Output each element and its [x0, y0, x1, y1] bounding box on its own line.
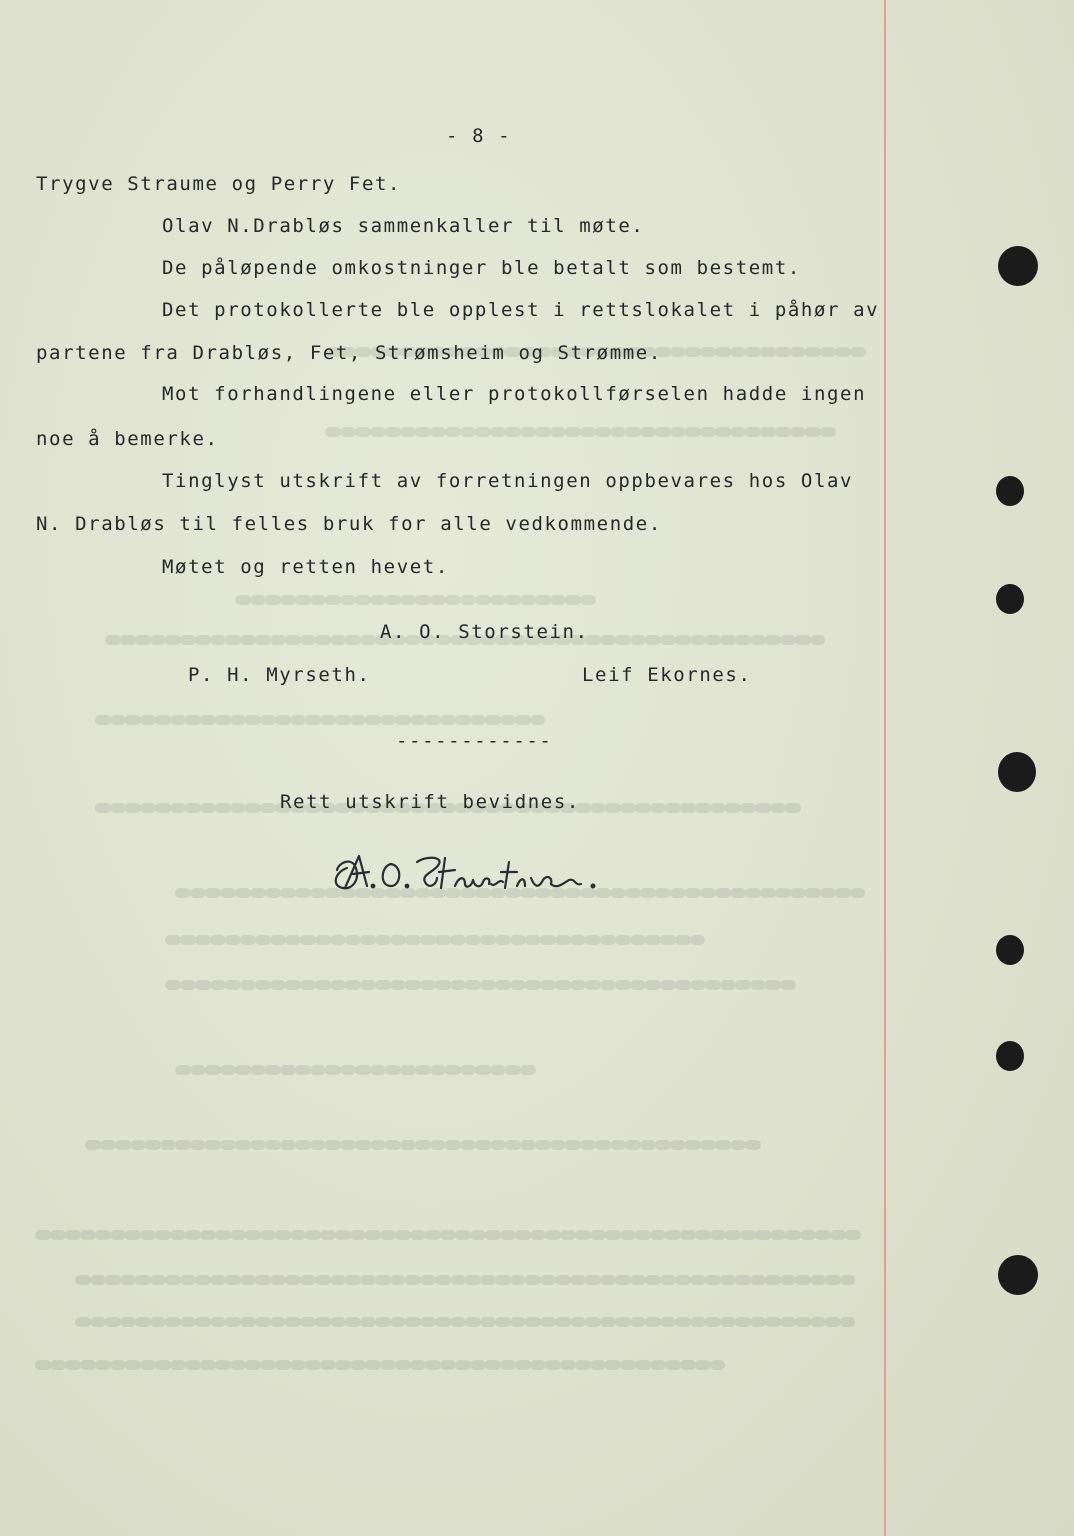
- body-line: N. Drabløs til felles bruk for alle vedkommende.: [36, 513, 662, 535]
- handwritten-signature: [325, 848, 610, 898]
- page-number: - 8 -: [446, 125, 512, 147]
- body-line: De påløpende omkostninger ble betalt som bestemt.: [162, 257, 801, 279]
- signatory-center: A. O. Storstein.: [380, 621, 589, 643]
- body-line: Tinglyst utskrift av forretningen oppbevares hos Olav: [162, 470, 854, 492]
- body-line: Olav N.Drabløs sammenkaller til møte.: [162, 215, 645, 237]
- body-line: partene fra Drabløs, Fet, Strømsheim og Strømme.: [36, 342, 662, 364]
- separator-line: ------------: [396, 730, 553, 752]
- certification-text: Rett utskrift bevidnes.: [280, 791, 580, 813]
- body-line: Mot forhandlingene eller protokollførselen hadde ingen: [162, 383, 867, 405]
- signatory-right: Leif Ekornes.: [582, 664, 752, 686]
- body-line: noe å bemerke.: [36, 428, 219, 450]
- body-line: Det protokollerte ble opplest i rettslokalet i påhør av: [162, 299, 880, 321]
- body-line: Møtet og retten hevet.: [162, 556, 449, 578]
- signatory-left: P. H. Myrseth.: [188, 664, 371, 686]
- body-line: Trygve Straume og Perry Fet.: [36, 173, 402, 195]
